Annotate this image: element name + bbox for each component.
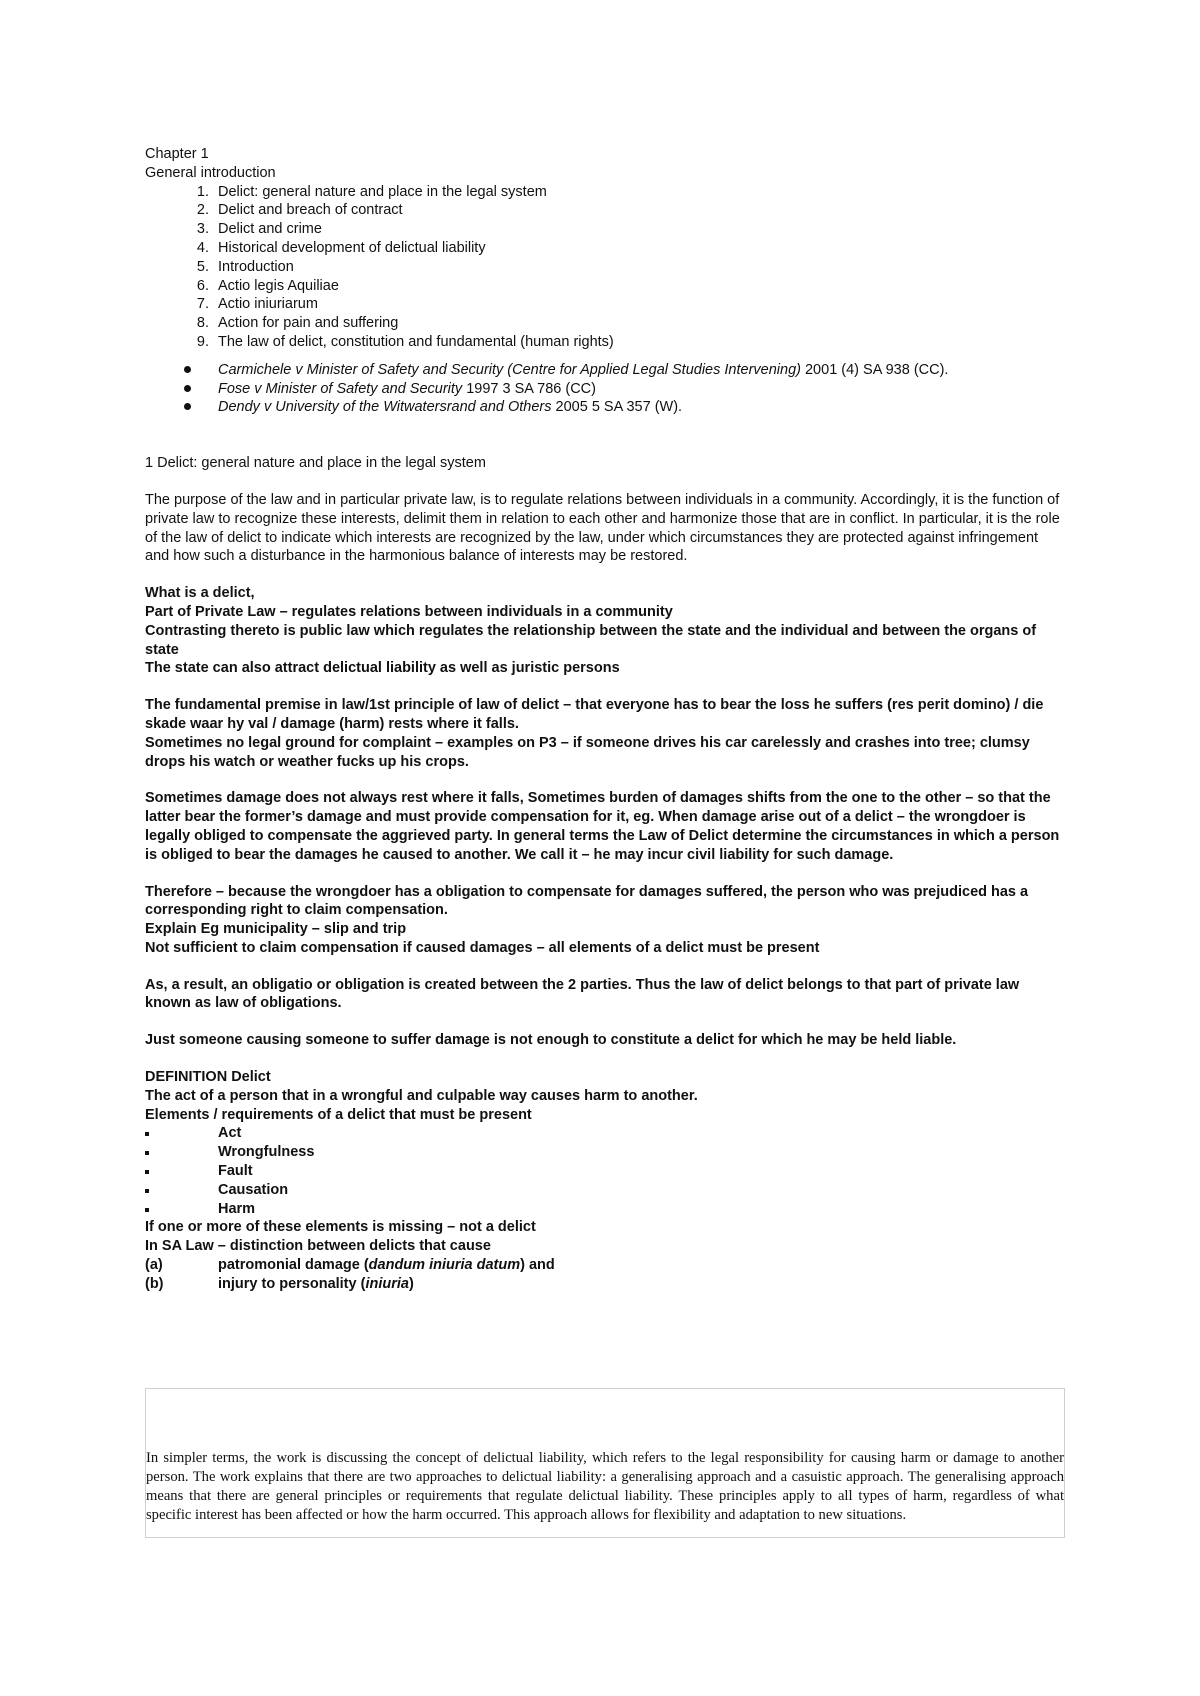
bullet-icon — [184, 385, 191, 392]
definition-title: DEFINITION Delict — [145, 1069, 271, 1086]
case-item: Fose v Minister of Safety and Security 1997 3 SA 786 (CC) — [145, 380, 1065, 399]
obligatio-note: As, a result, an obligatio or obligation is created between the 2 parties. Thus the law of delict belongs to that part of private law known as law of obligations. — [145, 976, 1020, 1012]
explain-note: Explain Eg municipality – slip and trip — [145, 921, 407, 938]
chapter-subtitle: General introduction — [145, 164, 276, 181]
element-item: Act — [145, 1124, 1065, 1143]
square-bullet-icon — [145, 1189, 149, 1193]
definition-text: The act of a person that in a wrongful and culpable way causes harm to another. — [145, 1087, 698, 1104]
intro-paragraph: The purpose of the law and in particular private law, is to regulate relations between individuals in a community. Accordingly, it is the function of private law to recognize these interests, delimit them in relation to each other and harmonize those that are in conflict. In particular, it is the role of the law of delict to indicate which interests are recognized by the law, under which circumstances they are protected against infringement and how such a disturbance in the harmonious balance of interests may be restored. — [145, 491, 1060, 565]
case-item: Carmichele v Minister of Safety and Security (Centre for Applied Legal Studies Intervening) 2001 (4) SA 938 (CC). — [145, 361, 1065, 380]
contents-item: 3. Delict and crime — [196, 221, 322, 238]
just-someone-note: Just someone causing someone to suffer damage is not enough to constitute a delict for which he may be held liable. — [145, 1032, 957, 1049]
elements-list — [145, 1124, 1065, 1218]
element-item: Wrongfulness — [145, 1143, 1065, 1162]
square-bullet-icon — [145, 1151, 149, 1155]
document-page — [145, 145, 1065, 1294]
element-item: Causation — [145, 1181, 1065, 1200]
case-item: Dendy v University of the Witwatersrand and Others 2005 5 SA 357 (W). — [145, 398, 1065, 417]
elements-intro: Elements / requirements of a delict that must be present — [145, 1106, 532, 1123]
contents-list — [145, 183, 1065, 352]
distinction-note: In SA Law – distinction between delicts that cause — [145, 1238, 491, 1255]
premise-note: The fundamental premise in law/1st principle of law of delict – that everyone has to bear the loss he suffers (res perit domino) / die skade waar hy val / damage (harm) rests where it falls. — [145, 697, 1044, 732]
case-list — [145, 361, 1065, 417]
contents-item: 9. The law of delict, constitution and fundamental (human rights) — [196, 333, 614, 350]
contents-item: 2. Delict and breach of contract — [196, 202, 403, 219]
public-law-note: Contrasting thereto is public law which regulates the relationship between the state and the individual and between the organs of state — [145, 622, 1037, 658]
therefore-note: Therefore – because the wrongdoer has a obligation to compensate for damages suffered, the person who was prejudiced has a corresponding right to claim compensation. — [145, 883, 1029, 919]
no-ground-note: Sometimes no legal ground for complaint – examples on P3 – if someone drives his car carelessly and crashes into tree; clumsy drops his watch or weather fucks up his crops. — [145, 734, 1030, 770]
section-heading: 1 Delict: general nature and place in the legal system — [145, 455, 486, 472]
contents-item: 1. Delict: general nature and place in the legal system — [196, 183, 547, 200]
element-item: Fault — [145, 1162, 1065, 1181]
summary-text: In simpler terms, the work is discussing the concept of delictual liability, which refers to the legal responsibility for causing harm or damage to another person. The work explains that there are two approaches to delictual liability: a generalising approach and a casuistic approach. The generalising approach means that there are general principles or requirements that regulate delictual liability. These principles apply to all types of harm, regardless of what specific interest has been affected or how the harm occurred. This approach allows for flexibility and adaptation to new situations. — [146, 1450, 1064, 1523]
what-is-delict: What is a delict, — [145, 585, 255, 602]
element-item: Harm — [145, 1200, 1065, 1219]
square-bullet-icon — [145, 1170, 149, 1174]
contents-item: 7. Actio iniuriarum — [196, 296, 318, 313]
summary-box — [145, 1388, 1065, 1538]
not-sufficient-note: Not sufficient to claim compensation if caused damages – all elements of a delict must be present — [145, 939, 820, 956]
square-bullet-icon — [145, 1132, 149, 1136]
contents-item: 5. Introduction — [196, 258, 294, 275]
missing-note: If one or more of these elements is missing – not a delict — [145, 1219, 536, 1236]
shift-note: Sometimes damage does not always rest where it falls, Sometimes burden of damages shifts from the one to the other – so that the latter bear the former’s damage and must provide compensation for it, eg. When damage arise out of a delict – the wrongdoer is legally obliged to compensate the aggrieved party. In general terms the Law of Delict determine the circumstances in which a person is obliged to bear the damages he caused to another. We call it – he may incur civil liability for such damage. — [145, 790, 1060, 863]
state-liability-note: The state can also attract delictual liability as well as juristic persons — [145, 660, 620, 677]
distinction-a: (a) patromonial damage (dandum iniuria datum) and — [145, 1257, 555, 1274]
contents-item: 8. Action for pain and suffering — [196, 315, 399, 332]
bullet-icon — [184, 403, 191, 410]
chapter-label: Chapter 1 — [145, 146, 209, 162]
private-law-note: Part of Private Law – regulates relations between individuals in a community — [145, 603, 673, 620]
distinction-b: (b) injury to personality (iniuria) — [145, 1275, 414, 1292]
square-bullet-icon — [145, 1208, 149, 1212]
contents-item: 6. Actio legis Aquiliae — [196, 277, 339, 294]
bullet-icon — [184, 366, 191, 373]
contents-item: 4. Historical development of delictual liability — [196, 239, 486, 256]
